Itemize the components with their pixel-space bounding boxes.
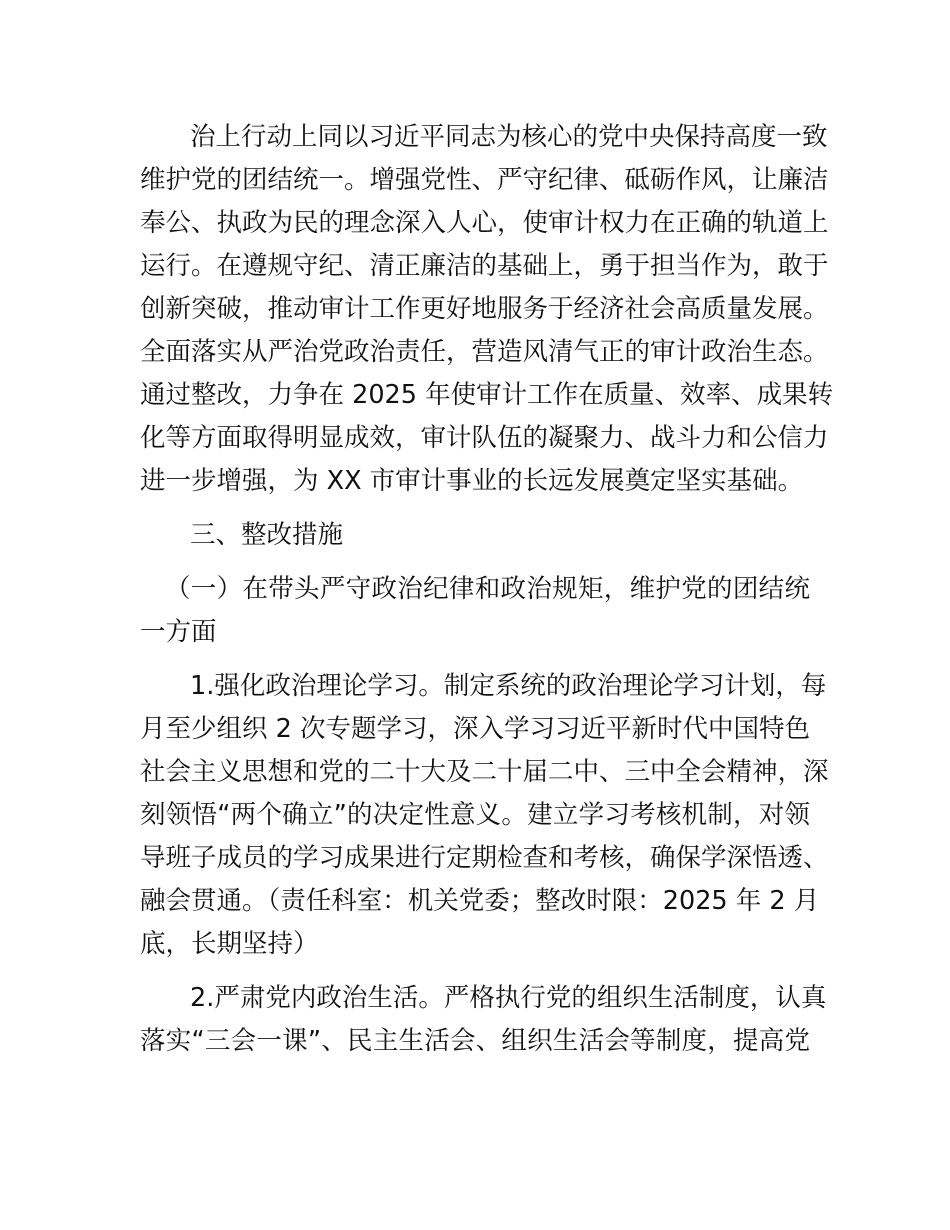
text-line: 化等方面取得明显成效，审计队伍的凝聚力、战斗力和公信力	[140, 423, 829, 453]
text-line: 运行。在遵规守纪、清正廉洁的基础上，勇于担当作为，敢于	[140, 251, 829, 281]
text-line: 1.强化政治理论学习。制定系统的政治理论学习计划，每	[190, 671, 827, 701]
paragraph-goals	[140, 116, 834, 503]
text-line: 进一步增强，为 XX 市审计事业的长远发展奠定坚实基础。	[140, 466, 804, 496]
paragraph-item-2	[140, 977, 827, 1063]
text-line: 社会主义思想和党的二十大及二十届二中、三中全会精神，深	[140, 757, 829, 787]
text-line: 治上行动上同以习近平同志为核心的党中央保持高度一致	[190, 122, 828, 152]
text-line: 导班子成员的学习成果进行定期检查和考核，确保学深悟透、	[140, 843, 829, 873]
text-line: 通过整改，力争在 2025 年使审计工作在质量、效率、成果转	[140, 380, 834, 410]
subsection-heading	[140, 568, 810, 654]
text-line: （一）在带头严守政治纪律和政治规矩，维护党的团结统	[165, 574, 810, 604]
text-line: 刻领悟“两个确立”的决定性意义。建立学习考核机制，对领	[140, 800, 810, 830]
text-line: 落实“三会一课”、民主生活会、组织生活会等制度，提高党	[140, 1026, 810, 1056]
text-line: 创新突破，推动审计工作更好地服务于经济社会高质量发展。	[140, 294, 829, 324]
text-line: 2.严肃党内政治生活。严格执行党的组织生活制度，认真	[190, 983, 827, 1013]
text-line: 月至少组织 2 次专题学习，深入学习习近平新时代中国特色	[140, 714, 810, 744]
text-line: 奉公、执政为民的理念深入人心，使审计权力在正确的轨道上	[140, 208, 829, 238]
text-line: 一方面	[140, 617, 217, 647]
document-page	[140, 116, 834, 1074]
heading-text: 三、整改措施	[190, 520, 344, 550]
text-line: 维护党的团结统一。增强党性、严守纪律、砥砺作风，让廉洁	[140, 165, 829, 195]
paragraph-item-1	[140, 665, 829, 966]
text-line: 底，长期坚持）	[140, 929, 319, 959]
section-heading	[140, 514, 810, 557]
text-line: 融会贯通。（责任科室：机关党委；整改时限：2025 年 2 月	[140, 886, 820, 916]
text-line: 全面落实从严治党政治责任，营造风清气正的审计政治生态。	[140, 337, 829, 367]
